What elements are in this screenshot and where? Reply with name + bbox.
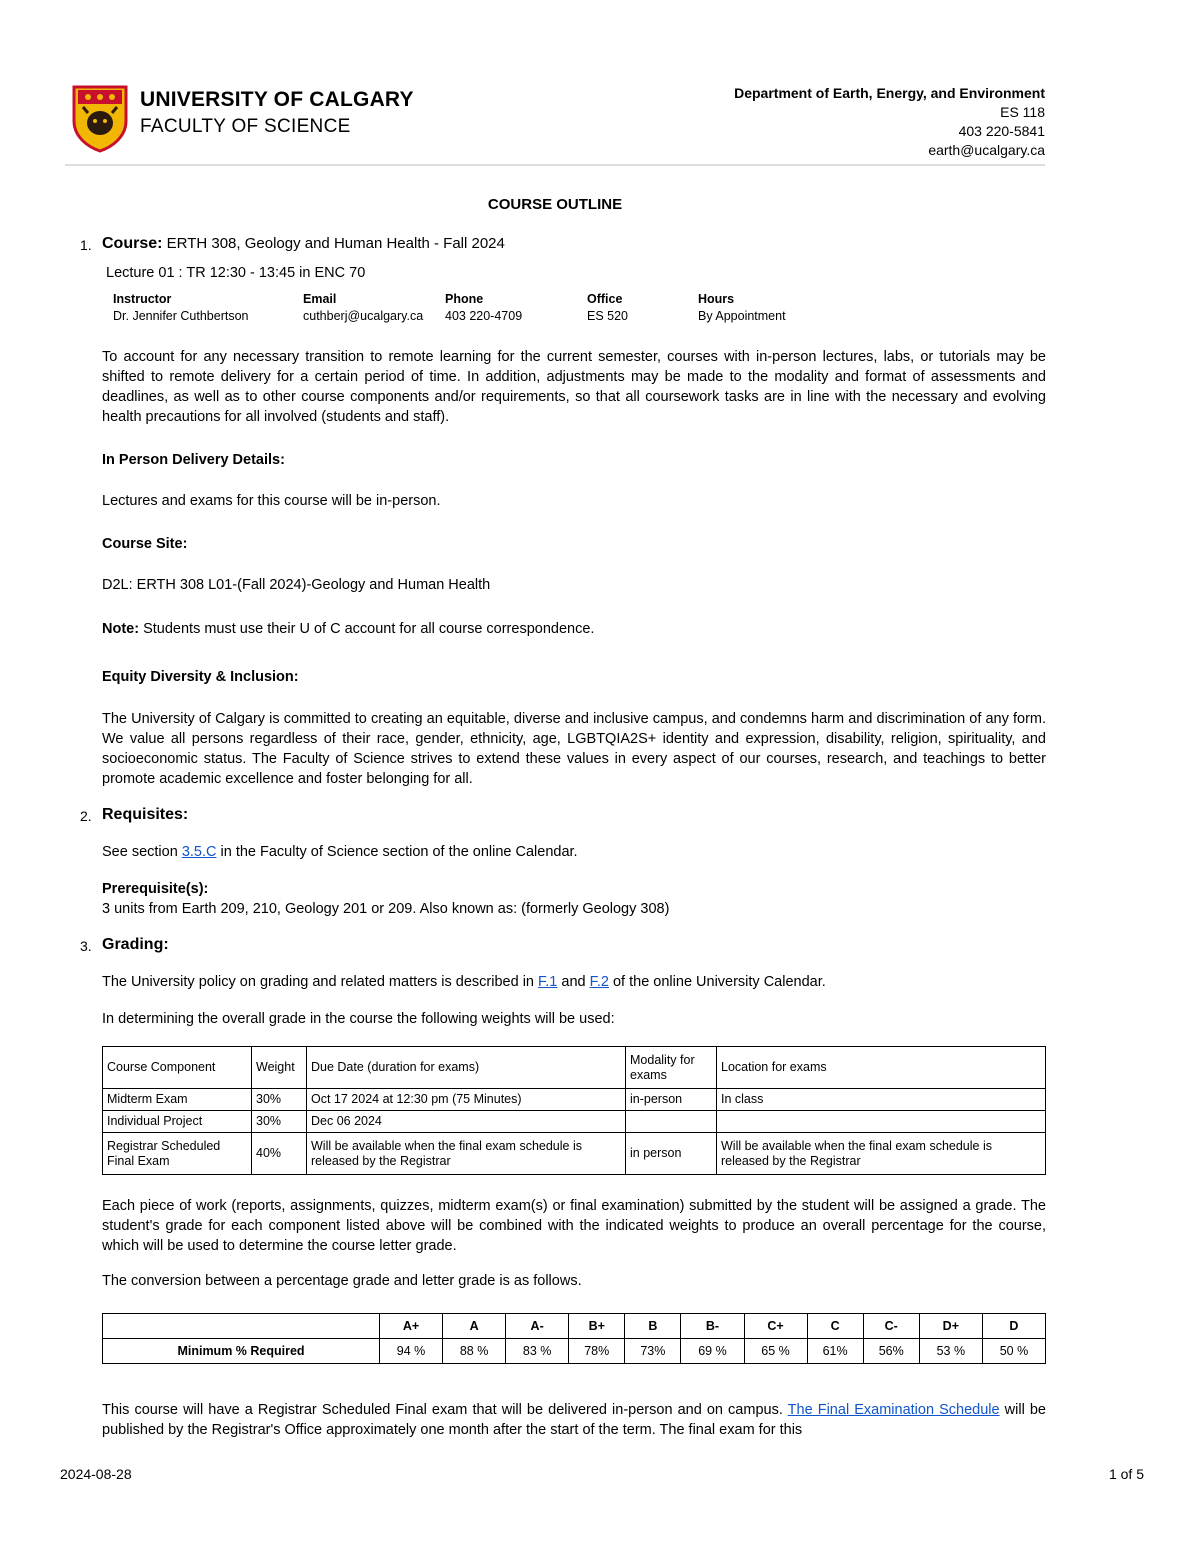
instructor-name: Dr. Jennifer Cuthbertson bbox=[113, 309, 249, 323]
conversion-intro: The conversion between a percentage grade and letter grade is as follows. bbox=[102, 1273, 582, 1289]
final-exam-schedule-link[interactable]: The Final Examination Schedule bbox=[787, 1402, 1000, 1418]
edi-heading: Equity Diversity & Inclusion: bbox=[102, 669, 299, 685]
phone-header: Phone bbox=[445, 292, 484, 306]
grading-heading: Grading: bbox=[102, 936, 169, 953]
percent-cell: 83 % bbox=[506, 1339, 569, 1364]
instructor-office: ES 520 bbox=[587, 309, 629, 323]
weights-header-row bbox=[103, 1047, 1046, 1089]
letter-cell: C bbox=[807, 1314, 863, 1339]
footer-date: 2024-08-28 bbox=[60, 1466, 132, 1482]
percent-cell: 65 % bbox=[744, 1339, 807, 1364]
section-3-number: 3. bbox=[80, 938, 92, 954]
percent-cell: 94 % bbox=[380, 1339, 443, 1364]
policy-prefix: The University policy on grading and related matters is described in bbox=[102, 974, 539, 990]
office-header: Office bbox=[587, 292, 623, 306]
header-divider bbox=[65, 164, 1045, 166]
instructor-phone: 403 220-4709 bbox=[445, 309, 523, 323]
letter-grade-row bbox=[103, 1314, 1046, 1339]
prerequisite-heading: Prerequisite(s): bbox=[102, 881, 209, 897]
note-label: Note: bbox=[102, 621, 140, 637]
percent-cell: 53 % bbox=[919, 1339, 982, 1364]
section-2-number: 2. bbox=[80, 808, 92, 824]
component-cell: Registrar Scheduled Final Exam bbox=[103, 1133, 252, 1175]
course-label: Course: bbox=[102, 235, 163, 252]
modality-header: Modality for exams bbox=[626, 1047, 717, 1089]
remote-note: To account for any necessary transition to remote learning for the current semester, courses with in-person lectures, labs, or tutorials may be shifted to remote delivery for a certain period of time. In addition, adjustments may be made to the modality and format of assessments and deadlines, as well as to other course components and/or requirements, so that all coursework tasks are in line with the necessary and evolving health precautions for all involved (students and staff). bbox=[102, 349, 1046, 425]
percent-cell: 73% bbox=[625, 1339, 681, 1364]
note-text: Students must use their U of C account for all course correspondence. bbox=[139, 621, 595, 637]
department-email: earth@ucalgary.ca bbox=[928, 142, 1045, 158]
final-suffix: will be published by the Registrar's Office approximately one month after the start of the term. The final exam for this bbox=[102, 1402, 1046, 1438]
page-title: COURSE OUTLINE bbox=[487, 196, 623, 213]
final-prefix: This course will have a Registrar Scheduled Final exam that will be delivered in-person and on campus. bbox=[102, 1402, 788, 1418]
department-phone: 403 220-5841 bbox=[958, 123, 1045, 139]
weight-cell: 30% bbox=[252, 1089, 307, 1111]
course-line bbox=[102, 235, 505, 253]
letter-cell: C- bbox=[863, 1314, 919, 1339]
percent-cell: 61% bbox=[807, 1339, 863, 1364]
percent-cell: 88 % bbox=[443, 1339, 506, 1364]
due-date-cell: Dec 06 2024 bbox=[307, 1111, 626, 1133]
letter-grade-table bbox=[102, 1313, 1046, 1364]
final-exam-text bbox=[102, 1400, 1046, 1440]
instructor-header: Instructor bbox=[113, 292, 172, 306]
policy-mid: and bbox=[557, 974, 590, 990]
blank-corner-cell bbox=[103, 1314, 380, 1339]
minimum-label: Minimum % Required bbox=[103, 1339, 380, 1364]
page-number: 1 of 5 bbox=[1108, 1466, 1144, 1482]
table-row bbox=[103, 1133, 1046, 1175]
each-piece-block bbox=[102, 1196, 1046, 1256]
location-cell: Will be available when the final exam schedule is released by the Registrar bbox=[717, 1133, 1046, 1175]
modality-cell bbox=[626, 1111, 717, 1133]
letter-cell: B bbox=[625, 1314, 681, 1339]
due-date-cell: Will be available when the final exam schedule is released by the Registrar bbox=[307, 1133, 626, 1175]
grade-weights-table bbox=[102, 1046, 1046, 1175]
course-site-heading: Course Site: bbox=[102, 536, 188, 552]
calendar-f1-link[interactable]: F.1 bbox=[538, 974, 558, 990]
component-cell: Midterm Exam bbox=[103, 1089, 252, 1111]
see-suffix: in the Faculty of Science section of the online Calendar. bbox=[216, 844, 578, 860]
requisites-heading: Requisites: bbox=[102, 806, 189, 823]
table-row bbox=[103, 1089, 1046, 1111]
letter-cell: C+ bbox=[744, 1314, 807, 1339]
instructor-email: cuthberj@ucalgary.ca bbox=[303, 309, 424, 323]
percent-cell: 69 % bbox=[681, 1339, 744, 1364]
requisites-see-line bbox=[102, 844, 578, 860]
percent-cell: 78% bbox=[569, 1339, 625, 1364]
final-exam-block bbox=[102, 1400, 1046, 1440]
calendar-section-link[interactable]: 3.5.C bbox=[181, 844, 217, 860]
weights-intro: In determining the overall grade in the course the following weights will be used: bbox=[102, 1011, 615, 1027]
grading-policy-line bbox=[102, 974, 826, 990]
weight-header: Weight bbox=[252, 1047, 307, 1089]
letter-cell: B+ bbox=[569, 1314, 625, 1339]
minimum-percent-row bbox=[103, 1339, 1046, 1364]
weight-cell: 40% bbox=[252, 1133, 307, 1175]
instructor-row bbox=[113, 309, 858, 329]
remote-note-block bbox=[102, 347, 1046, 427]
lecture-line: Lecture 01 : TR 12:30 - 13:45 in ENC 70 bbox=[106, 265, 366, 281]
logo-subtitle: FACULTY OF SCIENCE bbox=[140, 116, 351, 137]
percent-cell: 56% bbox=[863, 1339, 919, 1364]
location-header: Location for exams bbox=[717, 1047, 1046, 1089]
component-cell: Individual Project bbox=[103, 1111, 252, 1133]
table-row bbox=[103, 1111, 1046, 1133]
component-header: Course Component bbox=[103, 1047, 252, 1089]
instructor-table bbox=[113, 289, 858, 329]
each-piece-text: Each piece of work (reports, assignments, quizzes, midterm exam(s) or final examination) submitted by the student will be assigned a grade. The student's grade for each component listed above will be combined with the indicated weights to produce an overall percentage for the course, which will be used to determine the course letter grade. bbox=[102, 1198, 1046, 1254]
location-cell bbox=[717, 1111, 1046, 1133]
course-name: ERTH 308, Geology and Human Health - Fall 2024 bbox=[166, 235, 505, 252]
email-header: Email bbox=[303, 292, 337, 306]
letter-cell: D bbox=[982, 1314, 1045, 1339]
modality-cell: in-person bbox=[626, 1089, 717, 1111]
modality-cell: in person bbox=[626, 1133, 717, 1175]
calendar-f2-link[interactable]: F.2 bbox=[589, 974, 609, 990]
course-site-text: D2L: ERTH 308 L01-(Fall 2024)-Geology and Human Health bbox=[102, 577, 491, 593]
university-crest-logo bbox=[72, 83, 128, 153]
edi-text: The University of Calgary is committed to creating an equitable, diverse and inclusive campus, and condemns harm and discrimination of any form. We value all persons regardless of their race, gender, ethnicity, age, LGBTQIA2S+ identity and expression, disability, religion, spirituality, and socioeconomic status. The Faculty of Science strives to extend these values in every aspect of our courses, research, and teachings to better promote academic excellence and foster belonging for all. bbox=[102, 711, 1046, 787]
delivery-text: Lectures and exams for this course will be in-person. bbox=[102, 493, 441, 509]
department-name: Department of Earth, Energy, and Environment bbox=[734, 85, 1045, 101]
logo-title: UNIVERSITY OF CALGARY bbox=[140, 88, 414, 111]
letter-cell: D+ bbox=[919, 1314, 982, 1339]
section-1-number: 1. bbox=[80, 237, 92, 253]
due-date-header: Due Date (duration for exams) bbox=[307, 1047, 626, 1089]
location-cell: In class bbox=[717, 1089, 1046, 1111]
letter-cell: A bbox=[443, 1314, 506, 1339]
letter-cell: B- bbox=[681, 1314, 744, 1339]
hours-header: Hours bbox=[698, 292, 735, 306]
department-room: ES 118 bbox=[1000, 104, 1045, 120]
policy-suffix: of the online University Calendar. bbox=[608, 974, 826, 990]
letter-cell: A- bbox=[506, 1314, 569, 1339]
note-line bbox=[102, 621, 594, 637]
letter-cell: A+ bbox=[380, 1314, 443, 1339]
instructor-hours: By Appointment bbox=[698, 309, 786, 323]
due-date-cell: Oct 17 2024 at 12:30 pm (75 Minutes) bbox=[307, 1089, 626, 1111]
edi-block bbox=[102, 709, 1046, 789]
percent-cell: 50 % bbox=[982, 1339, 1045, 1364]
weight-cell: 30% bbox=[252, 1111, 307, 1133]
prerequisite-text: 3 units from Earth 209, 210, Geology 201 or 209. Also known as: (formerly Geology 308) bbox=[102, 901, 670, 917]
department-contact bbox=[734, 84, 1045, 160]
see-prefix: See section bbox=[102, 844, 182, 860]
instructor-header-row bbox=[113, 289, 858, 309]
delivery-heading: In Person Delivery Details: bbox=[102, 452, 285, 468]
